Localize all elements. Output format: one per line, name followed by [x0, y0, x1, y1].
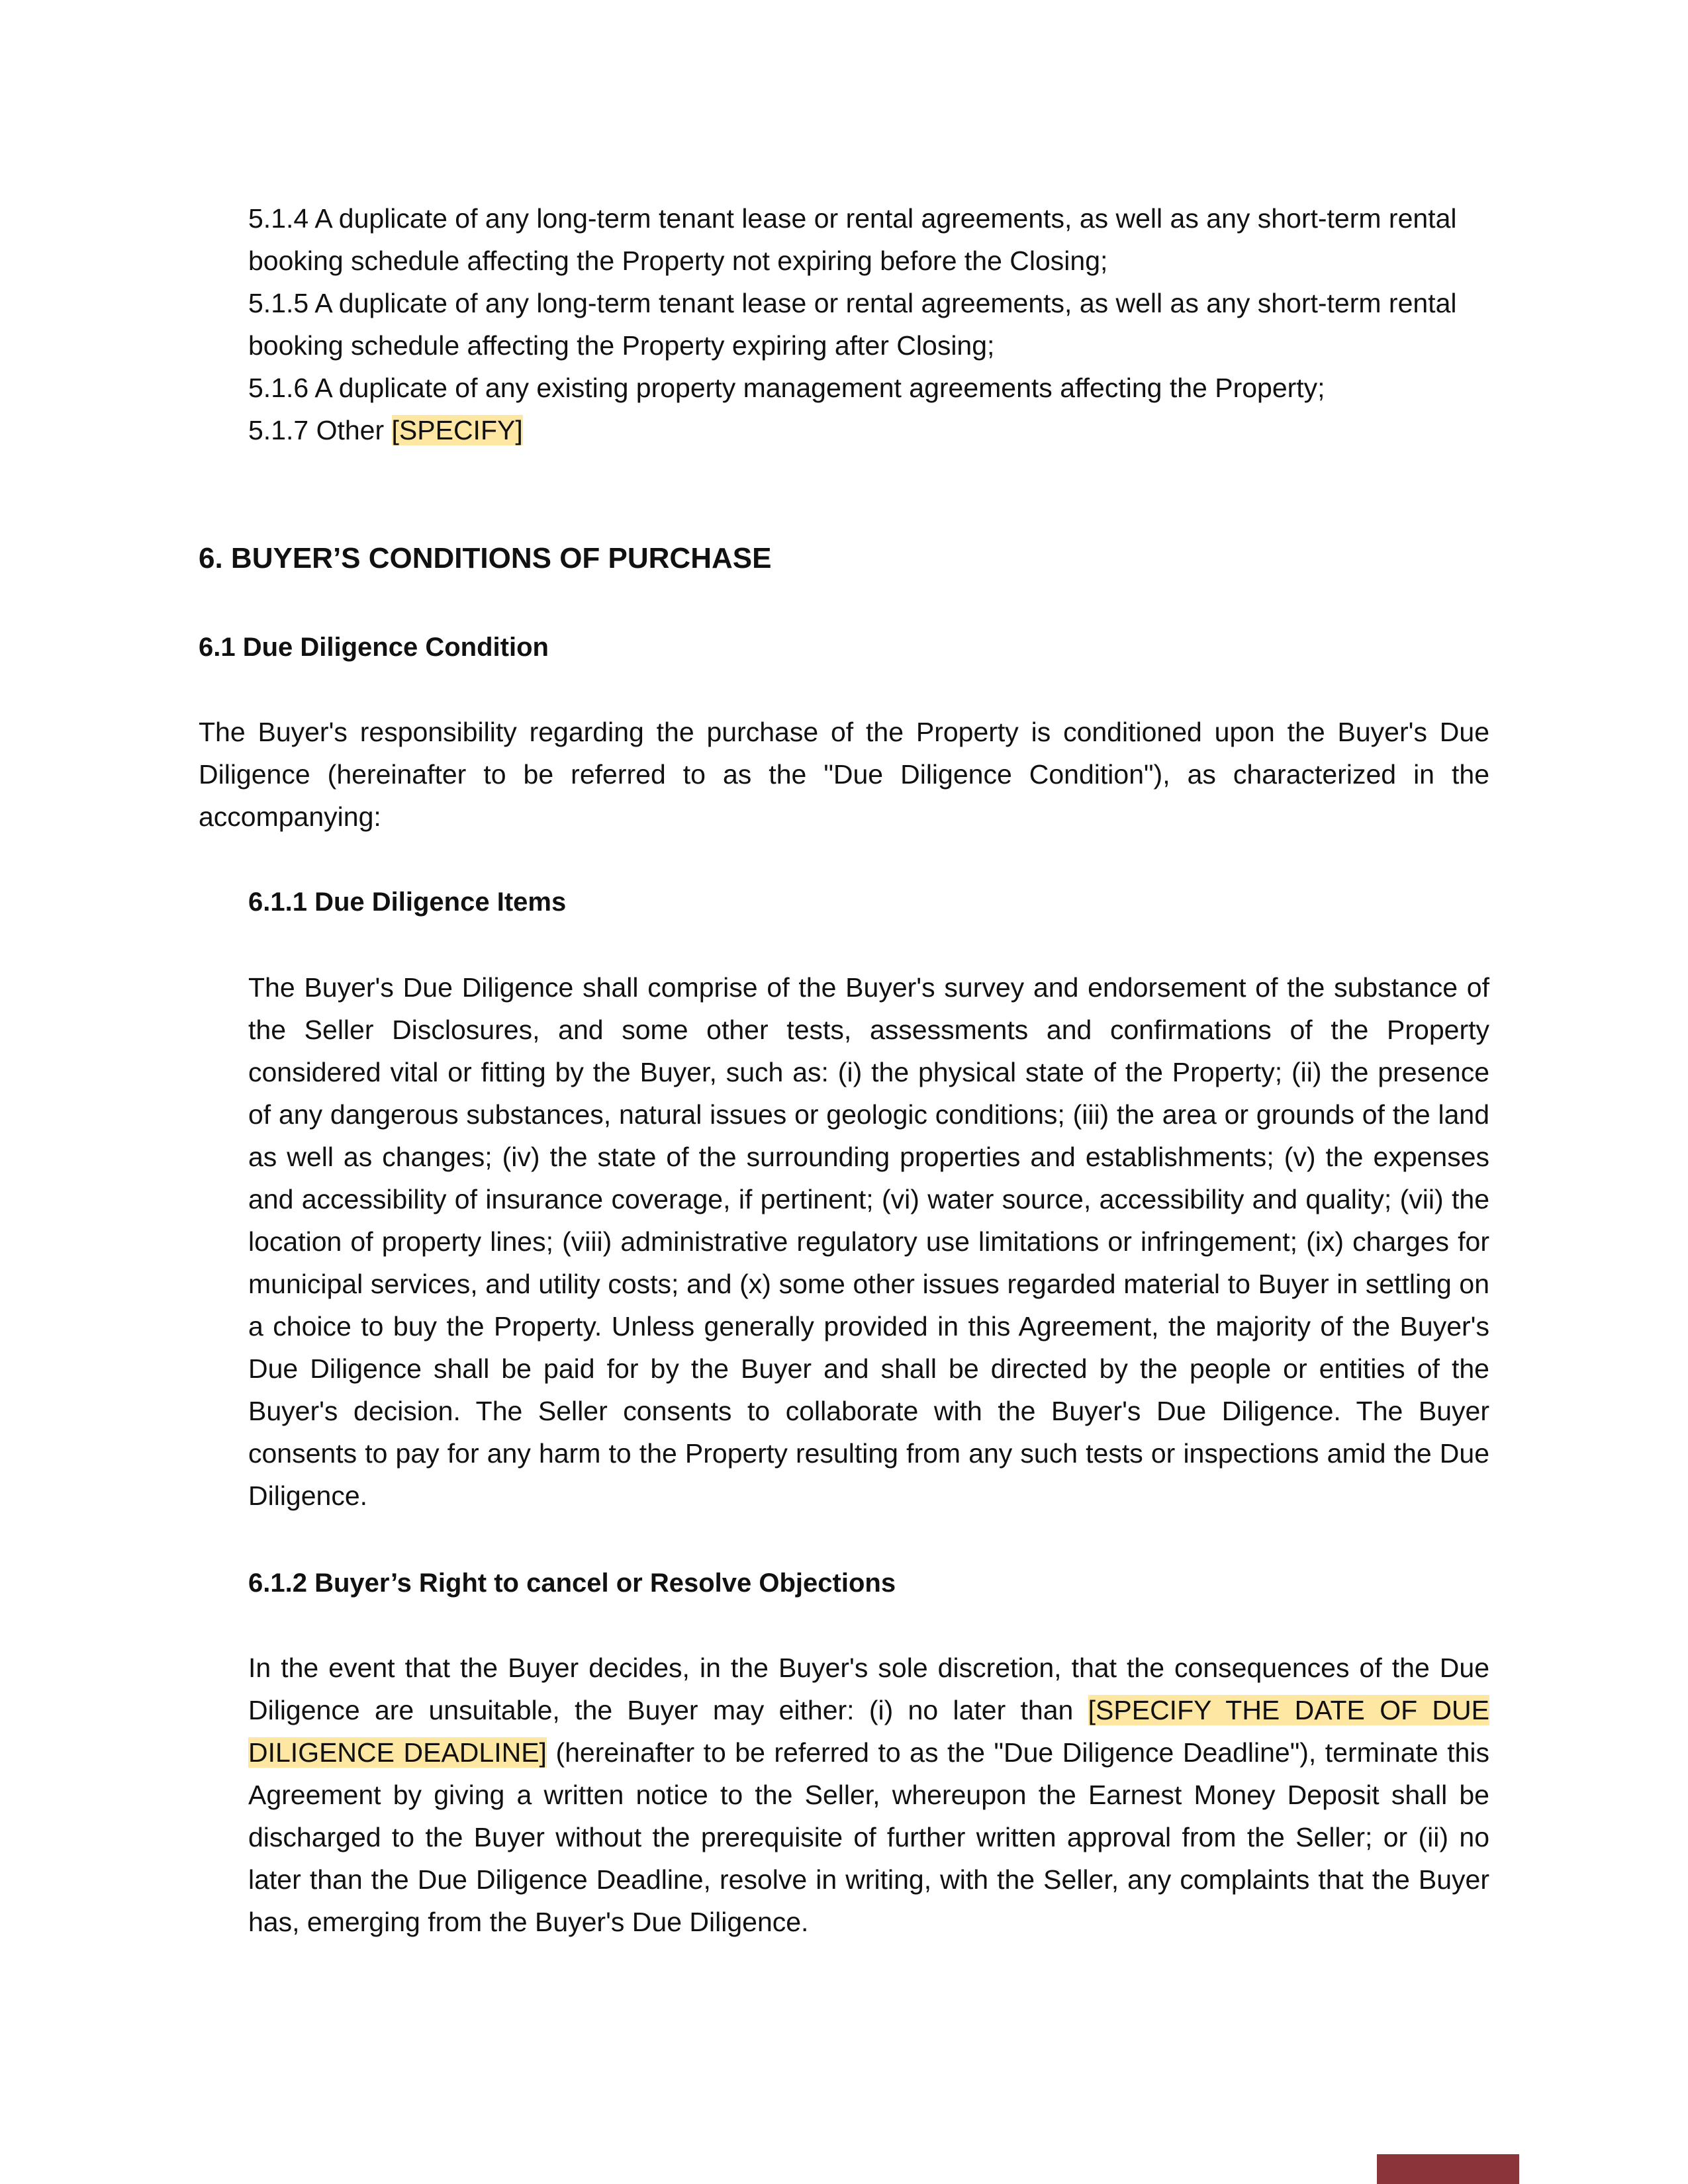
list-item-5-1-6: 5.1.6 A duplicate of any existing property management agreements affecting the Property; [248, 373, 1325, 403]
section-6-heading: 6. BUYER’S CONDITIONS OF PURCHASE [199, 542, 772, 574]
list-item-5-1-5: 5.1.5 A duplicate of any long-term tenant lease or rental agreements, as well as any short-term rental booking schedule affecting the Property expiring after Closing; [248, 288, 1457, 361]
subsection-6-1-2-heading: 6.1.2 Buyer’s Right to cancel or Resolve Objections [248, 1569, 896, 1598]
subsection-6-1-1-heading: 6.1.1 Due Diligence Items [248, 887, 567, 917]
subsection-6-1-2-text-after: (hereinafter to be referred to as the "Due Diligence Deadline"), terminate this Agreement by giving a written notice to the Seller, whereupon the Earnest Money Deposit shall be discharged to the Buyer without the prerequisite of further written approval from the Seller; or (ii) no later than the Due Diligence Deadline, resolve in writing, with the Seller, any complaints that the Buyer has, emerging from the Buyer's Due Diligence. [248, 1737, 1490, 1937]
subsection-6-1-2-text-before: In the event that the Buyer decides, in the Buyer's sole discretion, that the consequences of the Due Diligence are unsuitable, the Buyer may either: (i) no later than [248, 1653, 1489, 1725]
list-item-5-1-7-prefix: 5.1.7 Other [248, 415, 392, 445]
list-5-1 [248, 197, 1489, 451]
specify-placeholder-highlight: [SPECIFY] [391, 415, 523, 445]
subsection-6-1-paragraph: The Buyer's responsibility regarding the purchase of the Property is conditioned upon the Buyer's Due Diligence (hereinafter to be referred to as the "Due Diligence Condition"), as characterized in the accompanying: [199, 717, 1489, 832]
list-item-5-1-4: 5.1.4 A duplicate of any long-term tenant lease or rental agreements, as well as any short-term rental booking schedule affecting the Property not expiring before the Closing; [248, 203, 1457, 276]
due-diligence-date-highlight: [SPECIFY THE DATE OF DUE DILIGENCE DEADLINE] [248, 1695, 1489, 1768]
subsection-6-1-heading: 6.1 Due Diligence Condition [199, 633, 549, 662]
list-item-5-1-7 [248, 409, 1489, 451]
subsection-6-1-2-paragraph [248, 1647, 1489, 1943]
footer-page-tab [1377, 2154, 1519, 2184]
subsection-6-1-1-paragraph: The Buyer's Due Diligence shall comprise of the Buyer's survey and endorsement of the substance of the Seller Disclosures, and some other tests, assessments and confirmations of the Property considered vital or fitting by the Buyer, such as: (i) the physical state of the Property; (ii) the presence of any dangerous substances, natural issues or geologic conditions; (iii) the area or grounds of the land as well as changes; (iv) the state of the surrounding properties and establishments; (v) the expenses and accessibility of insurance coverage, if pertinent; (vi) water source, accessibility and quality; (vii) the location of property lines; (viii) administrative regulatory use limitations or infringement; (ix) charges for municipal services, and utility costs; and (x) some other issues regarded material to Buyer in settling on a choice to buy the Property. Unless generally provided in this Agreement, the majority of the Buyer's Due Diligence shall be paid for by the Buyer and shall be directed by the people or entities of the Buyer's decision. The Seller consents to collaborate with the Buyer's Due Diligence. The Buyer consents to pay for any harm to the Property resulting from any such tests or inspections amid the Due Diligence. [248, 972, 1489, 1511]
